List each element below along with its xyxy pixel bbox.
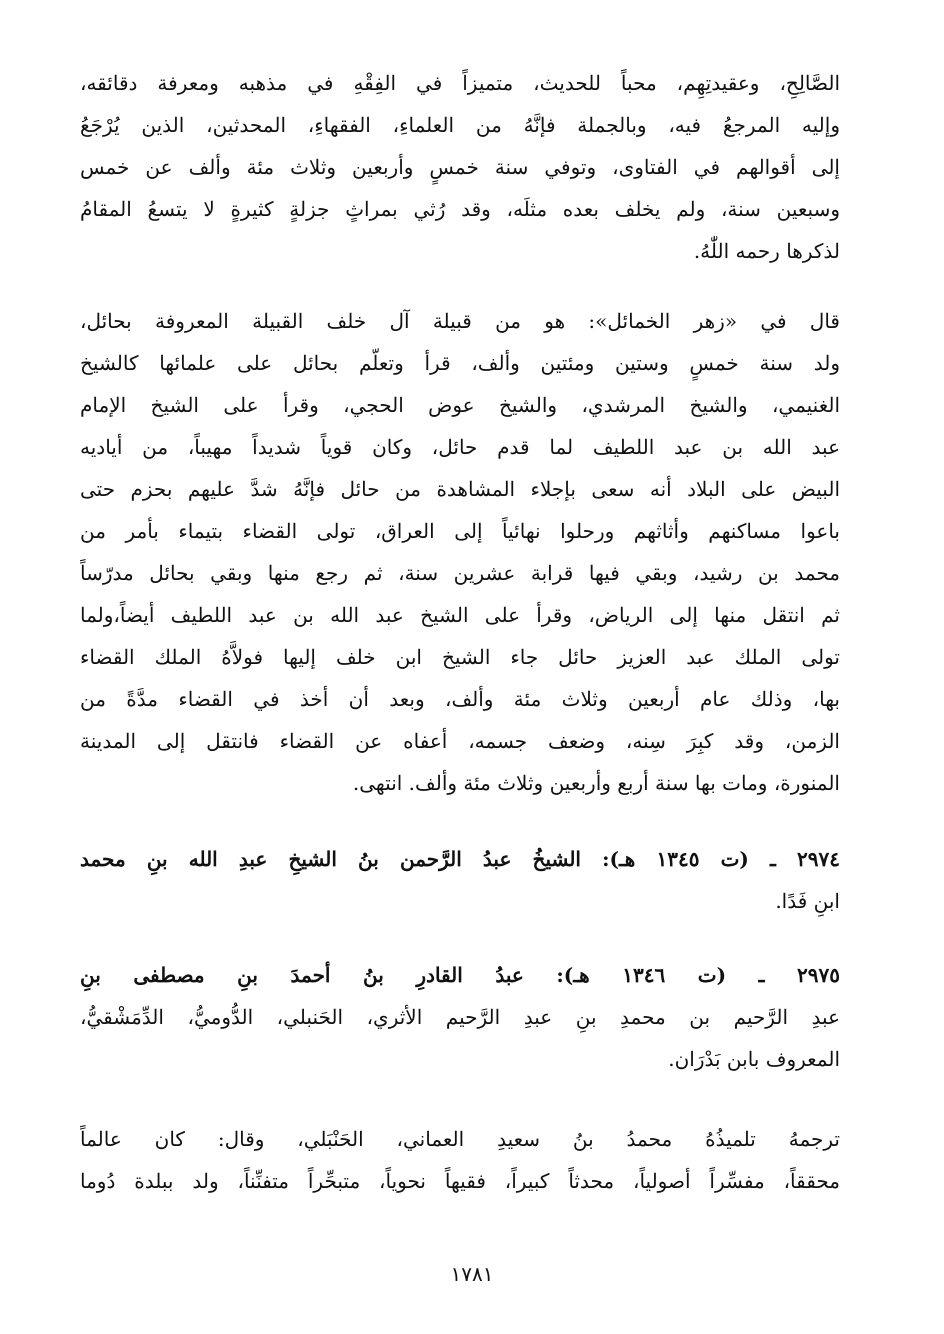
text-line: عبدِ الرَّحيم بن محمدِ بنِ عبدِ الرَّحيم الأثري، الحَنبلي، الدُّوميُّ، الدِّمَشْقيُّ، xyxy=(80,1005,840,1029)
text-line: ترجمهُ تلميذُهُ محمدُ بنُ سعيدِ العماني، الحَنْبَلي، وقال: كان عالماً xyxy=(80,1127,840,1151)
paragraph-5 xyxy=(80,1118,840,1202)
text-line: البيض على البلاد أنه سعى بإجلاء المشاهدة من حائل فإنَّهُ شدَّ عليهم بحزم حتى xyxy=(80,477,840,501)
text-line: ابنِ فَدًا. xyxy=(775,889,840,913)
text-line: لذكرها رحمه اللّٰهُ. xyxy=(693,239,840,263)
text-line: الصَّالِحِ، وعقيدتِهِم، محباً للحديث، متميزاً في الفِقْهِ في مذهبه ومعرفة دقائقه، xyxy=(80,71,840,95)
entry-2975 xyxy=(80,954,840,1080)
text-line: باعوا مساكنهم وأثاثهم ورحلوا نهائياً إلى العراق، تولى القضاء بتيماء بأمر من xyxy=(80,519,840,543)
book-page xyxy=(80,62,840,1202)
text-line: ثم انتقل منها إلى الرياض، وقرأ على الشيخ عبد الله بن عبد اللطيف أيضاً،ولما xyxy=(80,603,840,627)
paragraph-spacer xyxy=(80,1080,840,1118)
text-line: المنورة، ومات بها سنة أربع وأربعين وثلاث مئة وألف. انتهى. xyxy=(352,771,840,795)
text-line: ولد سنة خمسٍ وستين ومئتين وألف، قرأ وتعلّم بحائل على علمائها كالشيخ xyxy=(80,351,840,375)
text-line: الزمن، وقد كبِرَ سِنه، وضعف جسمه، أعفاه عن القضاء فانتقل إلى المدينة xyxy=(80,729,840,753)
text-line: وإليه المرجعُ فيه، وبالجملة فإنَّهُ من العلماءِ، الفقهاءِ، المحدثين، الذين يُرْجَعُ xyxy=(80,113,840,137)
text-line: بها، وذلك عام أربعين وثلاث مئة وألف، وبعد أن أخذ في القضاء مدَّةً من xyxy=(80,687,840,711)
text-line: الغنيمي، والشيخ المرشدي، والشيخ عوض الحجي، وقرأ على الشيخ الإمام xyxy=(80,393,840,417)
paragraph-2 xyxy=(80,300,840,804)
entry-heading-line: ٢٩٧٤ ـ (ت ١٣٤٥ هـ): الشيخُ عبدُ الرَّحمن بنُ الشيخِ عبدِ الله بنِ محمد xyxy=(80,847,840,871)
page-number: ١٧٨١ xyxy=(450,1262,494,1286)
entry-heading-line: ٢٩٧٥ ـ (ت ١٣٤٦ هـ): عبدُ القادرِ بنُ أحمدَ بنِ مصطفى بنِ xyxy=(80,963,840,987)
text-line: عبد الله بن عبد اللطيف لما قدم حائل، وكان قوياً شديداً مهيباً، من أياديه xyxy=(80,435,840,459)
paragraph-spacer xyxy=(80,922,840,954)
text-line: محمد بن رشيد، وبقي فيها قرابة عشرين سنة، ثم رجع منها وبقي بحائل مدرّساً xyxy=(80,561,840,585)
text-line: تولى الملك عبد العزيز حائل جاء الشيخ ابن خلف إليها فولاَّهُ الملك القضاء xyxy=(80,645,840,669)
paragraph-1 xyxy=(80,62,840,272)
text-line: وسبعين سنة، ولم يخلف بعده مثلَه، وقد رُثي بمراثٍ جزلةٍ كثيرةٍ لا يتسعُ المقامُ xyxy=(80,197,840,221)
text-line: إلى أقوالهم في الفتاوى، وتوفي سنة خمسٍ وأربعين وثلاث مئة وألف عن خمس xyxy=(80,155,840,179)
paragraph-spacer xyxy=(80,272,840,300)
text-line: محققاً، مفسِّراً أصولياً، محدثاً كبيراً، فقيهاً نحوياً، متبحِّراً متفنِّناً، ولد ببلدة دُوما xyxy=(80,1169,840,1193)
paragraph-spacer xyxy=(80,804,840,838)
entry-2974 xyxy=(80,838,840,922)
text-line: قال في «زهر الخمائل»: هو من قبيلة آل خلف القبيلة المعروفة بحائل، xyxy=(80,309,840,333)
text-line: المعروف بابن بَدْرَان. xyxy=(668,1047,840,1071)
